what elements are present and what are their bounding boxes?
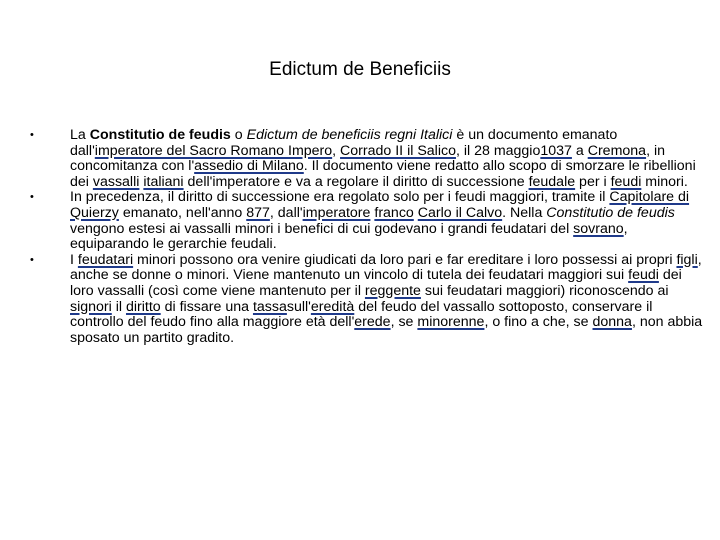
wiki-link[interactable]: Cremona: [587, 142, 647, 159]
text-run: . Nella: [502, 204, 547, 221]
bullet-paragraph: [24, 190, 704, 252]
text-run: minori.: [641, 173, 688, 190]
text-run: emanato, nell'anno: [118, 204, 247, 221]
text-run: minori possono ora venire giudicati da loro pari e far ereditare i loro possessi ai propri: [133, 251, 677, 268]
text-run: La: [70, 127, 90, 143]
italic-text: Edictum de beneficiis regni Italici: [246, 127, 453, 143]
text-run: il: [111, 298, 126, 315]
text-run: In precedenza, il diritto di successione era regolato solo per i feudi maggiori, tramite il: [70, 189, 610, 206]
text-run: o: [230, 127, 247, 143]
wiki-link[interactable]: figli: [676, 251, 698, 268]
bullet-dot-icon: •: [30, 191, 34, 204]
wiki-link[interactable]: Corrado II il Salico: [340, 142, 456, 159]
bullet-paragraph: [24, 128, 704, 190]
text-run: a: [571, 142, 588, 159]
wiki-link[interactable]: feudi: [610, 173, 642, 190]
text-run: , in concomitanza con l': [70, 142, 665, 175]
bullet-paragraph: [24, 253, 704, 347]
wiki-link[interactable]: Carlo il Calvo: [417, 204, 503, 221]
text-run: , se: [390, 314, 418, 331]
wiki-link[interactable]: vassalli: [92, 173, 140, 190]
bold-text: Constitutio de feudis: [89, 127, 231, 143]
wiki-link[interactable]: assedio di Milano: [194, 158, 304, 175]
text-run: I: [70, 251, 78, 268]
wiki-link[interactable]: reggente: [364, 282, 421, 299]
bullet-dot-icon: •: [30, 253, 34, 266]
wiki-link[interactable]: sovrano: [573, 220, 624, 237]
wiki-link[interactable]: 1037: [540, 142, 572, 159]
bullet-dot-icon: •: [30, 129, 34, 141]
text-run: , anche se donne o minori. Viene mantenuto un vincolo di tutela dei feudatari maggiori sui: [70, 251, 702, 284]
text-run: , o fino a che, se: [484, 314, 593, 331]
wiki-link[interactable]: feudale: [528, 173, 576, 190]
wiki-link[interactable]: donna: [592, 314, 632, 331]
wiki-link[interactable]: imperatore del Sacro Romano Impero: [94, 142, 333, 159]
text-run: sui feudatari maggiori) riconoscendo ai: [420, 282, 669, 299]
wiki-link[interactable]: franco: [374, 204, 414, 221]
text-run: ,: [332, 142, 341, 159]
text-run: . Il documento viene redatto allo scopo di smorzare le ribellioni dei: [70, 158, 696, 190]
wiki-link[interactable]: 877: [246, 204, 270, 221]
wiki-link[interactable]: erede: [354, 314, 391, 331]
wiki-link[interactable]: signori: [70, 298, 112, 315]
text-run: sull': [286, 298, 311, 315]
text-run: del feudo del vassallo sottoposto, conservare il controllo del feudo fino alla maggiore età dell': [70, 298, 653, 331]
wiki-link[interactable]: Capitolare di Quierzy: [70, 189, 690, 221]
text-run: , equiparando le gerarchie feudali.: [70, 220, 628, 253]
text-run: vengono estesi ai vassalli minori i benefici di cui godevano i grandi feudatari del: [70, 220, 574, 237]
wiki-link[interactable]: minorenne: [417, 314, 485, 331]
wiki-link[interactable]: italiani: [143, 173, 184, 190]
text-run: per i: [575, 173, 611, 190]
text-run: di fissare una: [160, 298, 253, 315]
slide-title: Edictum de Beneficiis: [269, 59, 451, 80]
text-run: dell'imperatore e va a regolare il diritto di successione: [183, 173, 529, 190]
wiki-link[interactable]: imperatore: [302, 204, 371, 221]
text-run: , dall': [269, 204, 303, 221]
text-run: , il 28 maggio: [455, 142, 541, 159]
bullet-list: [24, 128, 704, 346]
italic-text: Constitutio de feudis: [546, 204, 675, 221]
text-run: dei loro vassalli (così come viene mantenuto per il: [70, 267, 682, 299]
wiki-link[interactable]: feudi: [628, 267, 659, 284]
wiki-link[interactable]: diritto: [125, 298, 161, 315]
wiki-link[interactable]: tassa: [252, 298, 287, 315]
wiki-link[interactable]: eredità: [310, 298, 355, 315]
text-run: , non abbia sposato un partito gradito.: [70, 314, 703, 346]
text-run: è un documento emanato dall': [70, 127, 618, 159]
wiki-link[interactable]: feudatari: [77, 251, 134, 268]
